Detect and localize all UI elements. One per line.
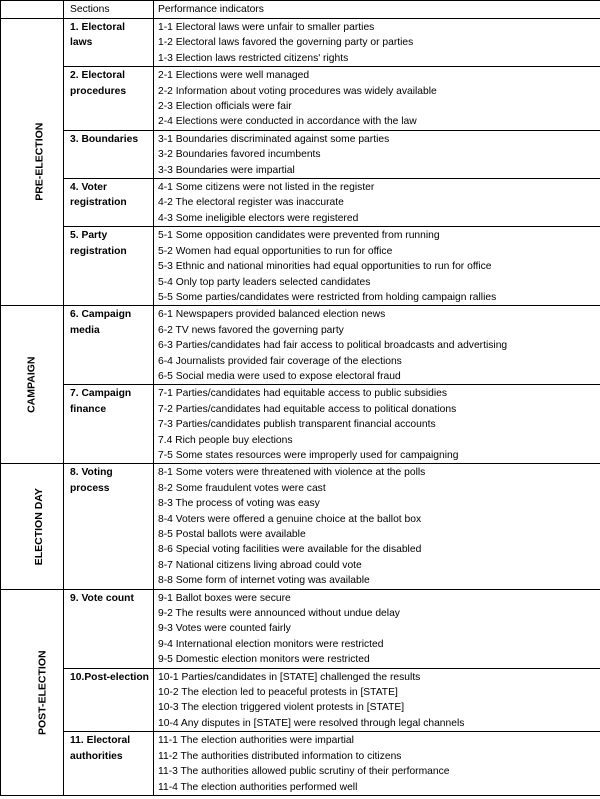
phase-label: PRE-ELECTION xyxy=(33,123,46,202)
indicator-list xyxy=(154,732,600,796)
indicator-item: 10-2 The election led to peaceful protests in [STATE] xyxy=(158,687,398,699)
indicator-item: 7-3 Parties/candidates publish transparent financial accounts xyxy=(158,419,436,431)
indicator-item: 8-8 Some form of internet voting was available xyxy=(158,575,370,587)
section-title: 4. Voter registration xyxy=(64,179,154,227)
indicator-item: 7-5 Some states resources were improperly used for campaigning xyxy=(158,449,459,461)
indicators-header: Performance indicators xyxy=(154,1,600,19)
indicator-item: 5-3 Ethnic and national minorities had equal opportunities to run for office xyxy=(158,261,492,273)
indicator-item: 2-3 Election officials were fair xyxy=(158,101,292,113)
indicator-item: 4-1 Some citizens were not listed in the register xyxy=(158,182,375,194)
indicator-item: 8-5 Postal ballots were available xyxy=(158,529,306,540)
indicator-item: 9-3 Votes were counted fairly xyxy=(158,623,291,635)
indicator-item: 8-2 Some fraudulent votes were cast xyxy=(158,482,326,494)
phase-cell xyxy=(1,464,64,589)
header-row xyxy=(1,1,600,19)
sections-header: Sections xyxy=(64,1,154,19)
phase-header-cell xyxy=(1,1,64,19)
section-row xyxy=(1,67,600,131)
indicator-item: 2-1 Elections were well managed xyxy=(158,70,310,82)
indicator-item: 11-3 The authorities allowed public scrutiny of their performance xyxy=(158,766,450,778)
section-title: 11. Electoral authorities xyxy=(64,732,154,796)
section-row xyxy=(1,464,600,589)
indicator-item: 8-3 The process of voting was easy xyxy=(158,498,320,510)
indicator-item: 6-2 TV news favored the governing party xyxy=(158,324,344,336)
section-title: 6. Campaign media xyxy=(64,306,154,385)
indicator-item: 9-1 Ballot boxes were secure xyxy=(158,592,291,604)
section-title: 7. Campaign finance xyxy=(64,385,154,464)
phase-label: ELECTION DAY xyxy=(32,487,45,566)
section-title: 2. Electoral procedures xyxy=(64,67,154,131)
table-body xyxy=(1,19,600,796)
section-row xyxy=(1,130,600,178)
indicator-item: 11-1 The election authorities were impartial xyxy=(158,735,354,747)
section-row xyxy=(1,668,600,732)
indicator-item: 8-4 Voters were offered a genuine choice at the ballot box xyxy=(158,513,422,525)
indicator-item: 3-3 Boundaries were impartial xyxy=(158,164,295,176)
indicator-item: 5-5 Some parties/candidates were restricted from holding campaign rallies xyxy=(158,291,497,303)
indicator-list xyxy=(154,67,600,131)
section-row xyxy=(1,732,600,796)
section-row xyxy=(1,589,600,668)
section-title: 8. Voting process xyxy=(64,464,154,589)
indicator-item: 10-1 Parties/candidates in [STATE] challenged the results xyxy=(158,671,421,683)
indicator-item: 8-7 National citizens living abroad could vote xyxy=(158,559,362,571)
indicator-item: 2-4 Elections were conducted in accordance with the law xyxy=(158,116,417,128)
indicator-item: 11-2 The authorities distributed information to citizens xyxy=(158,750,402,762)
indicator-item: 11-4 The election authorities performed well xyxy=(158,781,358,793)
indicator-list xyxy=(154,668,600,732)
section-row xyxy=(1,19,600,67)
section-row xyxy=(1,227,600,306)
indicator-item: 9-5 Domestic election monitors were restricted xyxy=(158,654,370,666)
section-title: 5. Party registration xyxy=(64,227,154,306)
indicator-item: 9-2 The results were announced without undue delay xyxy=(158,608,400,620)
indicator-item: 1-1 Electoral laws were unfair to smaller parties xyxy=(158,22,375,33)
section-title: 3. Boundaries xyxy=(64,130,154,178)
section-title: 10.Post-election xyxy=(64,668,154,732)
indicator-list xyxy=(154,227,600,306)
indicator-item: 10-4 Any disputes in [STATE] were resolved through legal channels xyxy=(158,717,465,729)
indicator-item: 10-3 The election triggered violent protests in [STATE] xyxy=(158,702,405,714)
indicator-list xyxy=(154,306,600,385)
indicator-item: 9-4 International election monitors were restricted xyxy=(158,638,384,650)
indicator-list xyxy=(154,589,600,668)
indicator-item: 3-1 Boundaries discriminated against some parties xyxy=(158,133,390,145)
section-row xyxy=(1,306,600,385)
phase-cell xyxy=(1,19,64,306)
indicator-item: 1-2 Electoral laws favored the governing party or parties xyxy=(158,37,414,49)
indicator-item: 4-2 The electoral register was inaccurate xyxy=(158,197,344,209)
indicator-list xyxy=(154,130,600,178)
indicator-list xyxy=(154,464,600,589)
section-title: 9. Vote count xyxy=(64,589,154,668)
indicator-item: 1-3 Election laws restricted citizens' rights xyxy=(158,52,349,64)
section-row xyxy=(1,385,600,464)
indicator-item: 6-3 Parties/candidates had fair access to political broadcasts and advertising xyxy=(158,340,508,352)
indicator-item: 6-4 Journalists provided fair coverage of the elections xyxy=(158,355,402,367)
section-title: 1. Electoral laws xyxy=(64,19,154,67)
indicator-list xyxy=(154,179,600,227)
phase-label: CAMPAIGN xyxy=(25,356,38,414)
indicator-item: 5-2 Women had equal opportunities to run for office xyxy=(158,245,393,257)
indicator-item: 5-1 Some opposition candidates were prevented from running xyxy=(158,230,440,242)
indicator-item: 3-2 Boundaries favored incumbents xyxy=(158,149,321,161)
indicator-item: 6-5 Social media were used to expose electoral fraud xyxy=(158,370,401,382)
indicator-item: 8-6 Special voting facilities were available for the disabled xyxy=(158,544,422,556)
indicator-list xyxy=(154,19,600,67)
indicator-item: 6-1 Newspapers provided balanced election news xyxy=(158,309,386,321)
phase-label: POST-ELECTION xyxy=(36,649,49,735)
indicator-item: 7.4 Rich people buy elections xyxy=(158,434,293,446)
indicator-item: 4-3 Some ineligible electors were registered xyxy=(158,212,359,224)
section-row xyxy=(1,179,600,227)
indicator-item: 7-2 Parties/candidates had equitable access to political donations xyxy=(158,403,457,415)
indicator-item: 5-4 Only top party leaders selected candidates xyxy=(158,276,371,288)
phase-cell xyxy=(1,306,64,464)
indicator-list xyxy=(154,385,600,464)
indicator-item: 7-1 Parties/candidates had equitable access to public subsidies xyxy=(158,388,448,400)
indicator-item: 8-1 Some voters were threatened with violence at the polls xyxy=(158,467,426,479)
phase-cell xyxy=(1,589,64,795)
indicator-item: 2-2 Information about voting procedures was widely available xyxy=(158,85,437,97)
